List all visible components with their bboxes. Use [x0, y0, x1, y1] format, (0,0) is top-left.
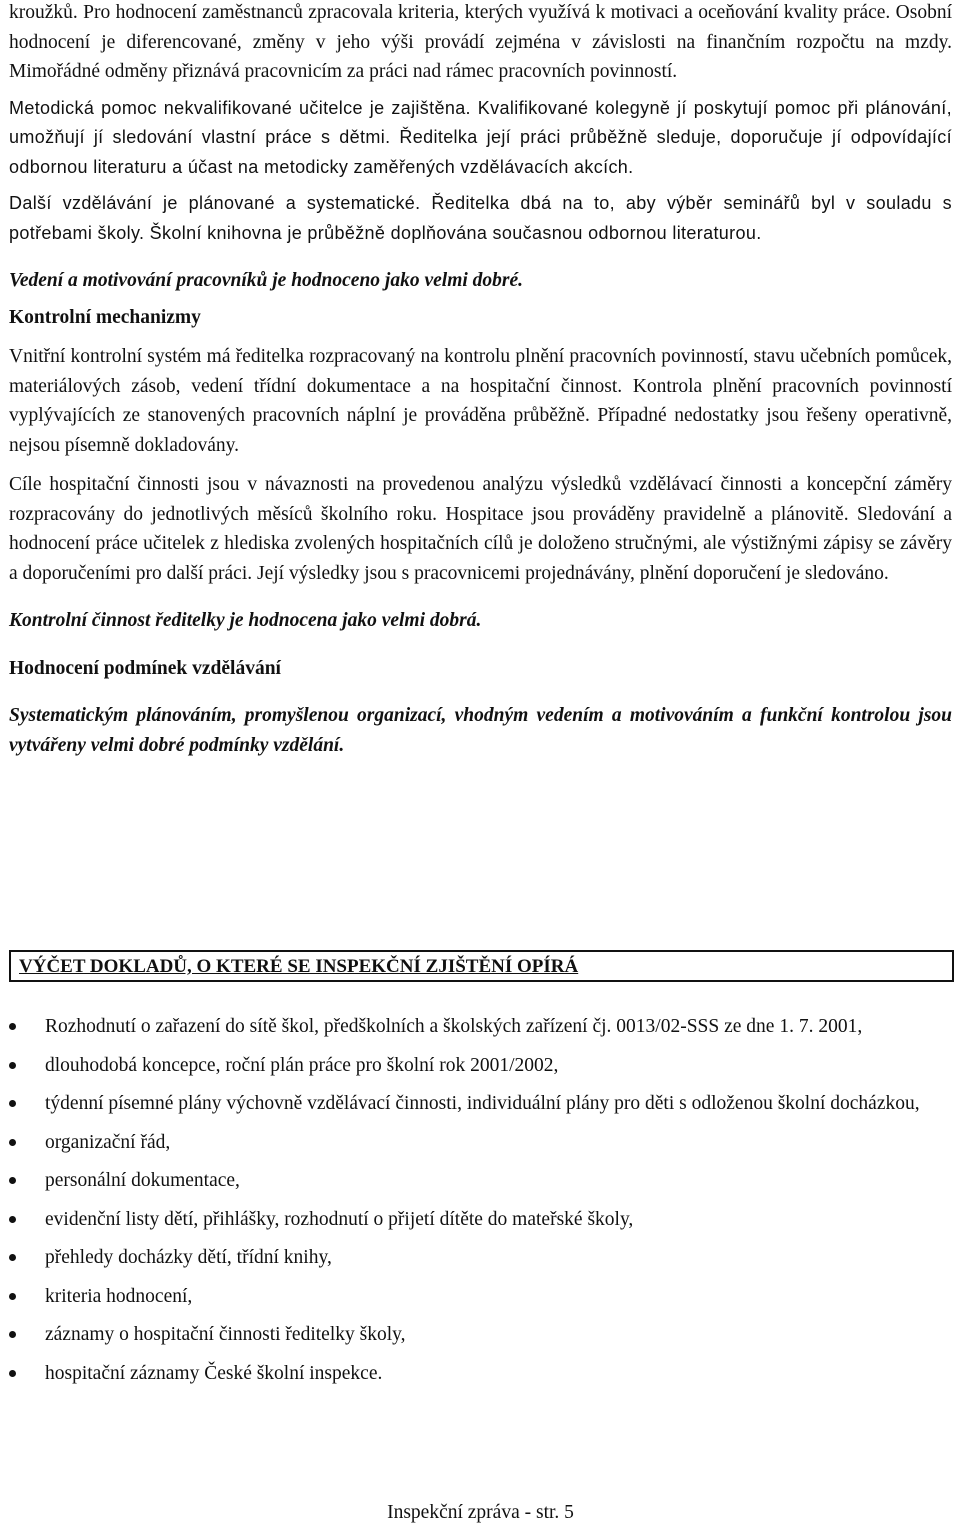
- list-item-text: personální dokumentace,: [45, 1170, 240, 1191]
- paragraph-further-education: Další vzdělávání je plánované a systematické. Ředitelka dbá na to, aby výběr seminářů byl v souladu s potřebami školy. Školní knihovna je průběžně doplňována současnou odbornou literaturou.: [9, 193, 952, 243]
- evidence-banner: [9, 950, 954, 982]
- list-item: [9, 1051, 952, 1081]
- paragraph-inspection-goals: Cíle hospitační činnosti jsou v návaznosti na provedenou analýzu výsledků vzdělávací činnosti a koncepční záměry rozpracovány do jednotlivých měsíců školního roku. Hospitace jsou prováděny pravidelně a plánovitě. Sledování a hodnocení práce učitelek z hlediska zvolených hospitačních cílů je doloženo stručnými, ale výstižnými zápisy se závěry a doporučeními pro další práci. Její výsledky jsou s pracovnicemi projednávány, plnění doporučení je sledováno.: [9, 474, 952, 584]
- evidence-banner-title: VÝČET DOKLADŮ, O KTERÉ SE INSPEKČNÍ ZJIŠTĚNÍ OPÍRÁ: [19, 956, 579, 977]
- list-item-text: hospitační záznamy České školní inspekce.: [45, 1362, 383, 1384]
- list-item: [9, 1089, 952, 1119]
- heading-control-mechanisms: Kontrolní mechanizmy: [9, 306, 201, 328]
- bullet-icon: [9, 1023, 16, 1030]
- list-item: [9, 1320, 952, 1350]
- list-item: [9, 1128, 952, 1158]
- list-item: [9, 1205, 952, 1235]
- list-item-text: dlouhodobá koncepce, roční plán práce pro školní rok 2001/2002,: [45, 1054, 559, 1076]
- bullet-icon: [9, 1216, 16, 1223]
- list-item-text: evidenční listy dětí, přihlášky, rozhodnutí o přijetí dítěte do mateřské školy,: [45, 1208, 634, 1230]
- bullet-icon: [9, 1139, 16, 1146]
- heading-conditions: Hodnocení podmínek vzdělávání: [9, 657, 281, 679]
- bullet-icon: [9, 1370, 16, 1377]
- list-item-text: týdenní písemné plány výchovně vzdělávací činnosti, individuální plány pro děti s odloženou školní docházkou,: [45, 1093, 920, 1114]
- bullet-icon: [9, 1293, 16, 1300]
- evidence-list: [9, 1012, 952, 1397]
- bullet-icon: [9, 1177, 16, 1184]
- bullet-icon: [9, 1100, 16, 1107]
- document-page: [9, 0, 952, 1523]
- list-item-text: Rozhodnutí o zařazení do sítě škol, předškolních a školských zařízení čj. 0013/02-SSS ze dne 1. 7. 2001,: [45, 1016, 863, 1037]
- list-item: [9, 1359, 952, 1389]
- verdict-management: Vedení a motivování pracovníků je hodnoceno jako velmi dobré.: [9, 270, 524, 291]
- list-item: [9, 1282, 952, 1312]
- list-item: [9, 1243, 952, 1273]
- paragraph-methodical-help: Metodická pomoc nekvalifikované učitelce je zajištěna. Kvalifikované kolegyně jí poskytují pomoc při plánování, umožňují jí sledování vlastní práce s dětmi. Ředitelka její práci průběžně sleduje, doporučuje jí odpovídající odbornou literaturu a účast na metodicky zaměřených vzdělávacích akcích.: [9, 97, 952, 177]
- list-item-text: záznamy o hospitační činnosti ředitelky školy,: [45, 1324, 406, 1345]
- summary-conditions: Systematickým plánováním, promyšlenou organizací, vhodným vedením a motivováním a funkční kontrolou jsou vytvářeny velmi dobré podmínky vzdělání.: [9, 705, 952, 756]
- bullet-icon: [9, 1062, 16, 1069]
- list-item-text: přehledy docházky dětí, třídní knihy,: [45, 1247, 332, 1268]
- list-item-text: organizační řád,: [45, 1131, 171, 1153]
- verdict-control: Kontrolní činnost ředitelky je hodnocena jako velmi dobrá.: [9, 610, 482, 631]
- list-item: [9, 1012, 952, 1042]
- paragraph-internal-control: Vnitřní kontrolní systém má ředitelka rozpracovaný na kontrolu plnění pracovních povinností, stavu učebních pomůcek, materiálových zásob, vedení třídní dokumentace a na hospitační činnost. Kontrola plnění pracovních povinností vyplývajících ze stanovených pracovních náplní je prováděna průběžně. Případné nedostatky jsou řešeny operativně, nejsou písemně dokladovány.: [9, 346, 952, 456]
- list-item: [9, 1166, 952, 1196]
- page-footer: Inspekční zpráva - str. 5: [387, 1502, 574, 1523]
- bullet-icon: [9, 1331, 16, 1338]
- bullet-icon: [9, 1254, 16, 1261]
- list-item-text: kriteria hodnocení,: [45, 1285, 193, 1307]
- paragraph-evaluation: kroužků. Pro hodnocení zaměstnanců zpracovala kriteria, kterých využívá k motivaci a oceňování kvality práce. Osobní hodnocení je diferencované, změny v jeho výši provádí zejména v závislosti na finančním rozpočtu na mzdy. Mimořádné odměny přiznává pracovnicím za práci nad rámec pracovních povinností.: [9, 2, 952, 82]
